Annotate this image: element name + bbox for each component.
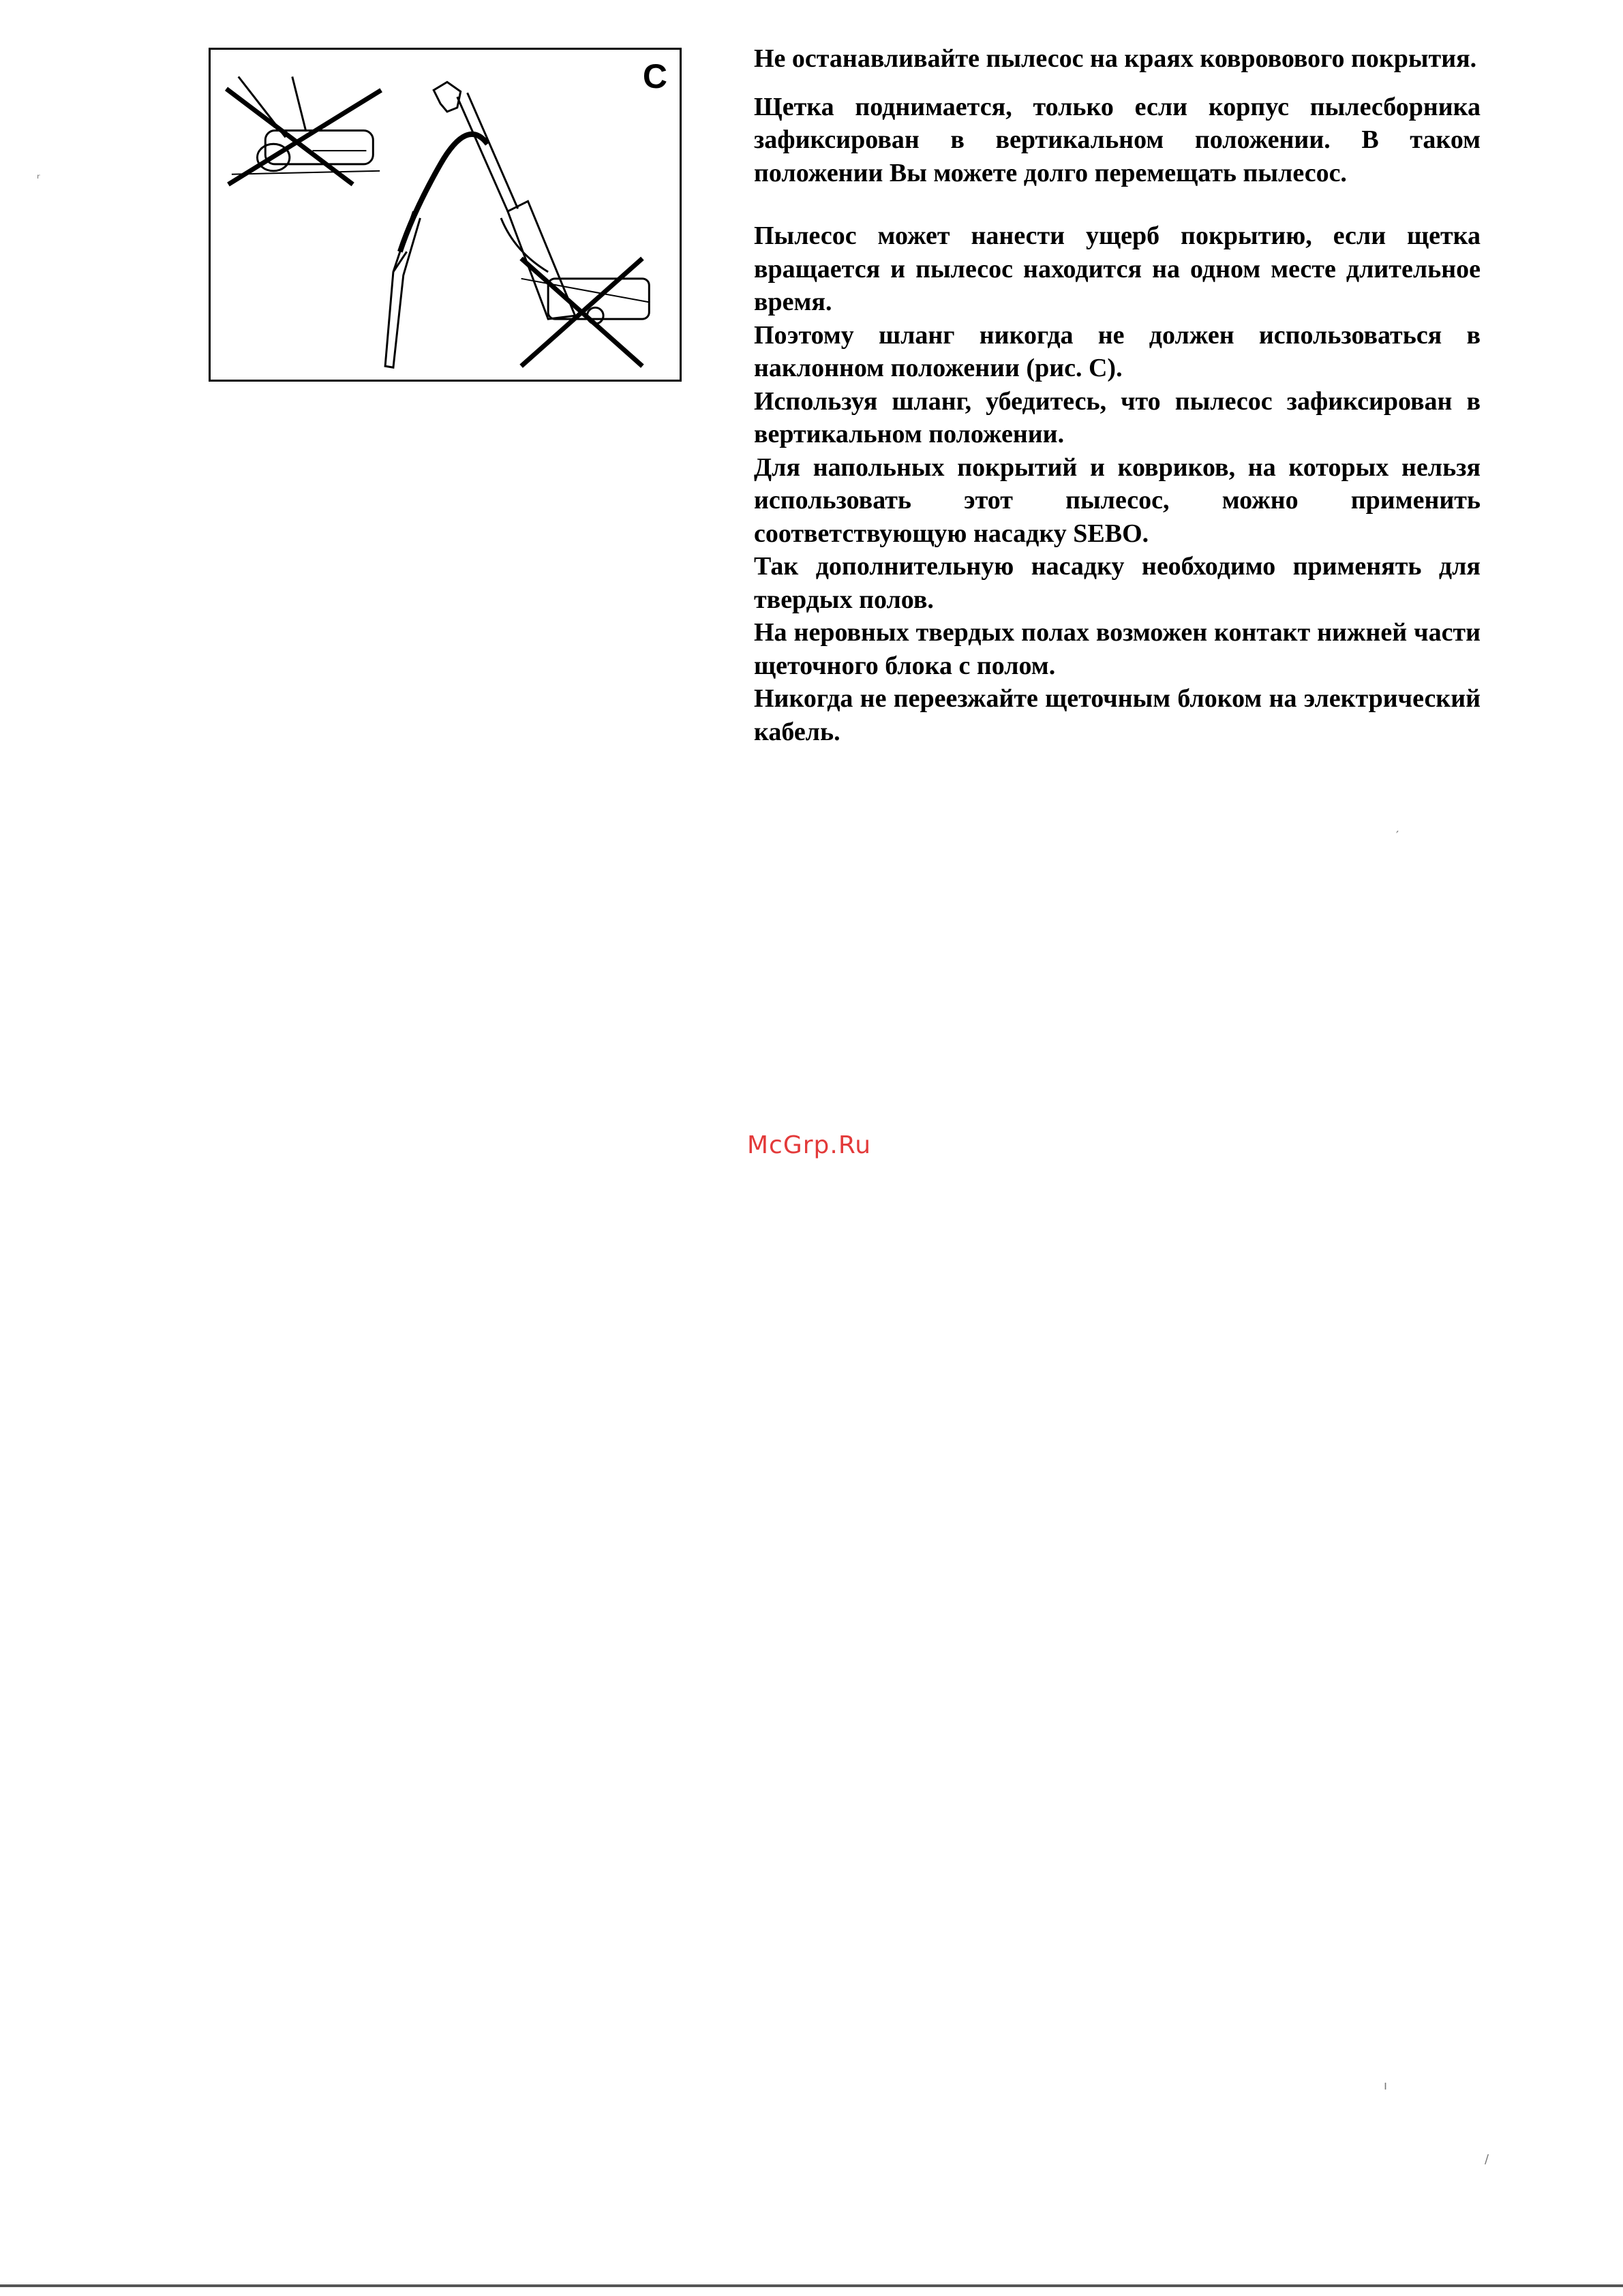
upright-vacuum-tilted-crossed-icon: [385, 82, 649, 367]
paragraph-damage-warning: Пылесос может нанести ущерб покрытию, если щетка вращается и пылесос находится на одном месте длительное время.: [754, 221, 1481, 316]
scan-speck: /: [1485, 2152, 1489, 2167]
paragraph-hose-tilt: Поэтому шланг никогда не должен использоваться в наклонном положении (рис. С).: [754, 320, 1481, 382]
paragraph-brush-lift: Щетка поднимается, только если корпус пылесборника зафиксирован в вертикальном положении. В таком положении Вы можете долго перемещать пылесос.: [754, 92, 1481, 187]
paragraph-sebo-attachment: Для напольных покрытий и ковриков, на которых нельзя использовать этот пылесос, можно применить соответствующую насадку SEBO.: [754, 453, 1481, 548]
instructions-text: [754, 42, 1481, 748]
scan-bottom-edge: [0, 2284, 1623, 2287]
scan-speck: ı: [1384, 2079, 1388, 2093]
vacuum-brush-crossed-icon: [226, 77, 381, 185]
paragraph-hose-vertical: Используя шланг, убедитесь, что пылесос зафиксирован в вертикальном положении.: [754, 386, 1481, 448]
paragraph-carpet-edge: Не останавливайте пылесос на краях ковровового покрытия.: [754, 44, 1477, 73]
scan-speck: ′: [1396, 829, 1399, 843]
figure-c: [209, 48, 682, 382]
paragraph-uneven-floors: На неровных твердых полах возможен контакт нижней части щеточного блока с полом.: [754, 618, 1481, 680]
vacuum-illustration: [211, 50, 680, 380]
figure-letter: C: [642, 57, 667, 95]
scan-speck: ʳ: [37, 172, 40, 186]
watermark: McGrp.Ru: [747, 1131, 872, 1159]
paragraph-hard-floors: Так дополнительную насадку необходимо применять для твердых полов.: [754, 552, 1481, 614]
paragraph-cable-warning: Никогда не переезжайте щеточным блоком на электрический кабель.: [754, 684, 1481, 746]
